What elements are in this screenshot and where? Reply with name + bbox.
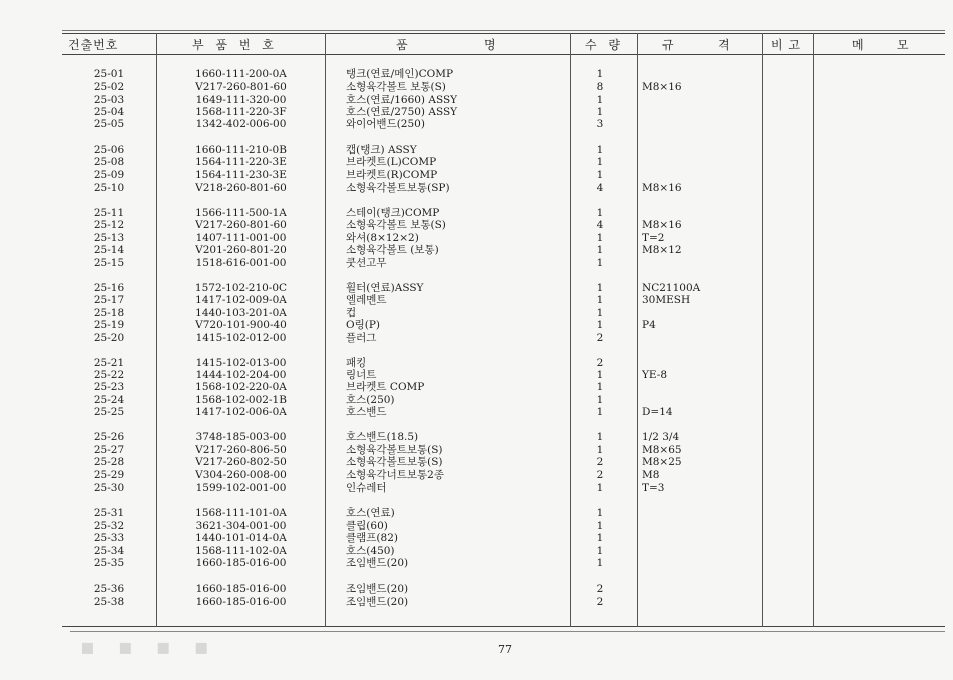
part-name: 브라켓트(R)COMP xyxy=(346,169,438,181)
row-number: 25-02 xyxy=(93,81,125,93)
specification: P4 xyxy=(642,319,656,331)
specification: M8×12 xyxy=(642,244,682,256)
part-name: 소형육각너트보통2종 xyxy=(346,469,444,481)
quantity: 1 xyxy=(596,144,604,156)
quantity: 1 xyxy=(596,294,604,306)
part-name: 조임밴드(20) xyxy=(346,583,409,595)
row-number: 25-05 xyxy=(93,118,125,130)
row-number: 25-32 xyxy=(93,520,125,532)
quantity: 1 xyxy=(596,106,604,118)
part-number: 1649-111-320-00 xyxy=(195,94,287,106)
part-number: 1599-102-001-00 xyxy=(195,482,287,494)
quantity: 1 xyxy=(596,282,604,294)
row-number: 25-26 xyxy=(93,431,125,443)
part-number: 3621-304-001-00 xyxy=(195,520,287,532)
header-spec-2: 격 xyxy=(718,38,731,52)
row-number: 25-38 xyxy=(93,596,125,608)
part-number: V218-260-801-60 xyxy=(195,182,287,194)
specification: T=2 xyxy=(642,232,665,244)
part-name: 스테이(탱크)COMP xyxy=(346,207,440,219)
part-number: 1660-111-200-0A xyxy=(195,68,287,80)
part-number: 1415-102-012-00 xyxy=(195,332,287,344)
part-name: 탱크(연료/메인)COMP xyxy=(346,68,454,80)
part-number: 1568-102-002-1B xyxy=(195,394,287,406)
quantity: 4 xyxy=(596,219,604,231)
quantity: 1 xyxy=(596,444,604,456)
part-name: 호스(연료/1660) ASSY xyxy=(346,94,458,106)
row-number: 25-35 xyxy=(93,557,125,569)
row-number: 25-06 xyxy=(93,144,125,156)
part-name: 조임밴드(20) xyxy=(346,596,409,608)
row-number: 25-15 xyxy=(93,257,125,269)
header-qty: 수 량 xyxy=(585,38,624,52)
part-name: 링너트 xyxy=(346,369,377,381)
part-number: V201-260-801-20 xyxy=(195,244,287,256)
quantity: 3 xyxy=(596,118,604,130)
specification: 30MESH xyxy=(642,294,691,306)
part-number: V304-260-008-00 xyxy=(195,469,287,481)
part-name: 소형육각볼트 보통(S) xyxy=(346,219,446,231)
specification: 1/2 3/4 xyxy=(642,431,680,443)
quantity: 2 xyxy=(596,332,604,344)
row-number: 25-21 xyxy=(93,357,125,369)
part-name: 조임밴드(20) xyxy=(346,557,409,569)
part-name: 컵 xyxy=(346,307,357,319)
part-name: 캡(탱크) ASSY xyxy=(346,144,417,156)
quantity: 1 xyxy=(596,394,604,406)
specification: M8×16 xyxy=(642,182,682,194)
quantity: 1 xyxy=(596,406,604,418)
quantity: 1 xyxy=(596,169,604,181)
part-name: 호스(250) xyxy=(346,394,395,406)
part-number: V217-260-801-60 xyxy=(195,81,287,93)
row-number: 25-24 xyxy=(93,394,125,406)
col-divider xyxy=(762,33,763,627)
specification: NC21100A xyxy=(642,282,701,294)
part-number: 1415-102-013-00 xyxy=(195,357,287,369)
specification: M8 xyxy=(642,469,660,481)
part-name: 패킹 xyxy=(346,357,367,369)
quantity: 1 xyxy=(596,532,604,544)
header-no: 건출번호 xyxy=(68,38,119,52)
row-number: 25-30 xyxy=(93,482,125,494)
quantity: 1 xyxy=(596,319,604,331)
part-name: 클램프(82) xyxy=(346,532,398,544)
quantity: 8 xyxy=(596,81,604,93)
part-name: 호스(연료) xyxy=(346,507,395,519)
part-number: V217-260-801-60 xyxy=(195,219,287,231)
specification: M8×16 xyxy=(642,219,682,231)
part-number: 1572-102-210-0C xyxy=(194,282,288,294)
quantity: 1 xyxy=(596,545,604,557)
row-number: 25-23 xyxy=(93,381,125,393)
quantity: 1 xyxy=(596,232,604,244)
row-number: 25-09 xyxy=(93,169,125,181)
part-number: 1518-616-001-00 xyxy=(195,257,287,269)
quantity: 1 xyxy=(596,369,604,381)
row-number: 25-10 xyxy=(93,182,125,194)
bleed-through-marks: ▪ ▪ ▪ ▪ xyxy=(80,635,217,660)
quantity: 2 xyxy=(596,596,604,608)
quantity: 1 xyxy=(596,507,604,519)
part-number: V720-101-900-40 xyxy=(195,319,287,331)
part-name: 휠터(연료)ASSY xyxy=(346,282,424,294)
specification: M8×16 xyxy=(642,81,682,93)
part-name: 소형육각볼트보통(SP) xyxy=(346,182,450,194)
part-number: 1417-102-006-0A xyxy=(195,406,287,418)
row-number: 25-22 xyxy=(93,369,125,381)
header-name-2: 명 xyxy=(484,38,497,52)
quantity: 1 xyxy=(596,520,604,532)
part-number: 1407-111-001-00 xyxy=(195,232,287,244)
specification: M8×25 xyxy=(642,456,682,468)
part-number: 1444-102-204-00 xyxy=(195,369,287,381)
header-memo-2: 모 xyxy=(897,38,910,52)
quantity: 1 xyxy=(596,307,604,319)
row-number: 25-36 xyxy=(93,583,125,595)
part-name: 소형육각볼트 보통(S) xyxy=(346,81,446,93)
col-divider xyxy=(637,33,638,627)
part-number: 1568-102-220-0A xyxy=(195,381,287,393)
quantity: 4 xyxy=(596,182,604,194)
col-divider xyxy=(570,33,571,627)
page-number: 77 xyxy=(498,643,512,656)
part-number: V217-260-806-50 xyxy=(195,444,287,456)
quantity: 2 xyxy=(596,469,604,481)
part-number: 1660-185-016-00 xyxy=(195,596,287,608)
part-number: 1568-111-102-0A xyxy=(195,545,287,557)
quantity: 1 xyxy=(596,557,604,569)
part-number: 1417-102-009-0A xyxy=(195,294,287,306)
quantity: 1 xyxy=(596,482,604,494)
quantity: 2 xyxy=(596,357,604,369)
part-number: 1564-111-230-3E xyxy=(195,169,287,181)
row-number: 25-11 xyxy=(93,207,125,219)
part-name: 호스(연료/2750) ASSY xyxy=(346,106,458,118)
col-divider xyxy=(813,33,814,627)
part-number: 1568-111-101-0A xyxy=(195,507,287,519)
specification: M8×65 xyxy=(642,444,682,456)
part-number: 1440-101-014-0A xyxy=(195,532,287,544)
part-name: 호스(450) xyxy=(346,545,395,557)
part-name: O링(P) xyxy=(346,319,381,331)
row-number: 25-01 xyxy=(93,68,125,80)
row-number: 25-03 xyxy=(93,94,125,106)
row-number: 25-31 xyxy=(93,507,125,519)
part-number: 1660-111-210-0B xyxy=(195,144,287,156)
header-name-1: 품 xyxy=(396,38,409,52)
row-number: 25-17 xyxy=(93,294,125,306)
quantity: 1 xyxy=(596,156,604,168)
row-number: 25-14 xyxy=(93,244,125,256)
header-spec-1: 규 xyxy=(662,38,675,52)
quantity: 2 xyxy=(596,583,604,595)
part-name: 인슈레터 xyxy=(346,482,387,494)
col-divider xyxy=(325,33,326,627)
part-name: 엘레멘트 xyxy=(346,294,387,306)
top-rule xyxy=(62,30,945,31)
row-number: 25-33 xyxy=(93,532,125,544)
footer-rule xyxy=(70,631,945,632)
part-number: 1440-103-201-0A xyxy=(195,307,287,319)
row-number: 25-34 xyxy=(93,545,125,557)
part-name: 소형육각볼트보통(S) xyxy=(346,444,443,456)
part-number: 1564-111-220-3E xyxy=(195,156,287,168)
quantity: 1 xyxy=(596,207,604,219)
quantity: 1 xyxy=(596,257,604,269)
specification: T=3 xyxy=(642,482,665,494)
row-number: 25-20 xyxy=(93,332,125,344)
part-name: 와이어밴드(250) xyxy=(346,118,425,130)
part-number: 1342-402-006-00 xyxy=(195,118,287,130)
quantity: 1 xyxy=(596,94,604,106)
part-name: 와셔(8×12×2) xyxy=(346,232,419,244)
specification: YE-8 xyxy=(642,369,668,381)
part-name: 브라켓트(L)COMP xyxy=(346,156,437,168)
part-name: 소형육각볼트보통(S) xyxy=(346,456,443,468)
row-number: 25-27 xyxy=(93,444,125,456)
row-number: 25-25 xyxy=(93,406,125,418)
part-name: 쿳션고무 xyxy=(346,257,387,269)
row-number: 25-16 xyxy=(93,282,125,294)
specification: D=14 xyxy=(642,406,673,418)
part-number: 1568-111-220-3F xyxy=(195,106,287,118)
part-name: 브라켓트 COMP xyxy=(346,381,425,393)
header-memo-1: 메 xyxy=(852,38,865,52)
part-number: 1660-185-016-00 xyxy=(195,557,287,569)
row-number: 25-04 xyxy=(93,106,125,118)
quantity: 1 xyxy=(596,381,604,393)
part-name: 클립(60) xyxy=(346,520,388,532)
part-number: 1660-185-016-00 xyxy=(195,583,287,595)
header-note: 비 고 xyxy=(771,38,801,52)
part-name: 플러그 xyxy=(346,332,377,344)
header-part-number: 부 품 번 호 xyxy=(192,38,278,52)
part-name: 호스밴드 xyxy=(346,406,387,418)
part-name: 소형육각볼트 (보통) xyxy=(346,244,439,256)
row-number: 25-29 xyxy=(93,469,125,481)
part-number: 3748-185-003-00 xyxy=(195,431,287,443)
row-number: 25-19 xyxy=(93,319,125,331)
part-number: V217-260-802-50 xyxy=(195,456,287,468)
row-number: 25-13 xyxy=(93,232,125,244)
row-number: 25-18 xyxy=(93,307,125,319)
quantity: 1 xyxy=(596,431,604,443)
row-number: 25-28 xyxy=(93,456,125,468)
quantity: 1 xyxy=(596,68,604,80)
part-name: 호스밴드(18.5) xyxy=(346,431,419,443)
row-number: 25-08 xyxy=(93,156,125,168)
quantity: 1 xyxy=(596,244,604,256)
quantity: 2 xyxy=(596,456,604,468)
part-number: 1566-111-500-1A xyxy=(195,207,287,219)
row-number: 25-12 xyxy=(93,219,125,231)
